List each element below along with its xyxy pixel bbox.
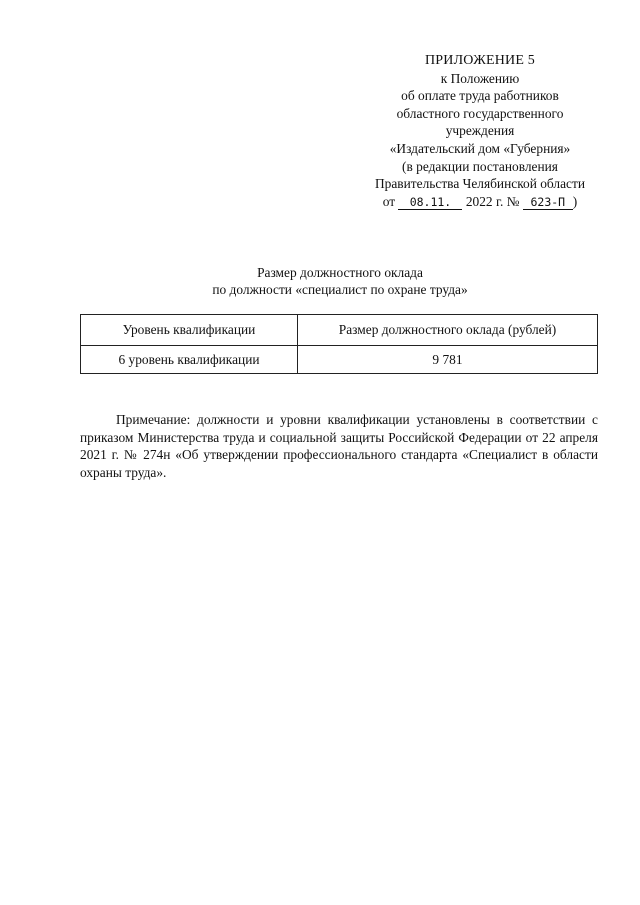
appendix-line: об оплате труда работников (401, 88, 559, 104)
appendix-line: «Издательский дом «Губерния» (389, 140, 571, 156)
salary-table (80, 314, 598, 374)
column-header: Размер должностного оклада (рублей) (298, 315, 598, 346)
date-prefix: от (382, 193, 396, 209)
decree-date-line (352, 193, 608, 211)
closing-paren: ) (572, 193, 578, 209)
salary-amount-cell: 9 781 (298, 346, 598, 374)
title-line-1: Размер должностного оклада (257, 265, 423, 280)
decree-year: 2022 г. (465, 193, 504, 209)
appendix-line: учреждения (445, 123, 515, 139)
appendix-heading: ПРИЛОЖЕНИЕ 5 (424, 53, 536, 68)
appendix-line: Правительства Челябинской области (375, 176, 585, 192)
title-line-2: по должности «специалист по охране труда» (212, 282, 468, 298)
decree-number-field: 623-П (523, 196, 573, 210)
appendix-line: областного государственного (396, 105, 564, 121)
document-title (120, 264, 560, 299)
appendix-line: (в редакции постановления (402, 158, 558, 174)
table-row (81, 346, 598, 374)
column-header: Уровень квалификации (81, 315, 298, 346)
appendix-block (352, 52, 608, 210)
appendix-line: к Положению (440, 70, 520, 86)
table-header-row (81, 315, 598, 346)
decree-date-field: 08.11. (398, 196, 462, 210)
note-paragraph: Примечание: должности и уровни квалификации установлены в соответствии с приказом Министерства труда и социальной защиты Российской Федерации от 22 апреля 2021 г. № 274н «Об утверждении профессионального стандарта «Специалист в области охраны труда». (80, 412, 598, 480)
qualification-level-cell: 6 уровень квалификации (81, 346, 298, 374)
number-sign: № (506, 193, 520, 209)
